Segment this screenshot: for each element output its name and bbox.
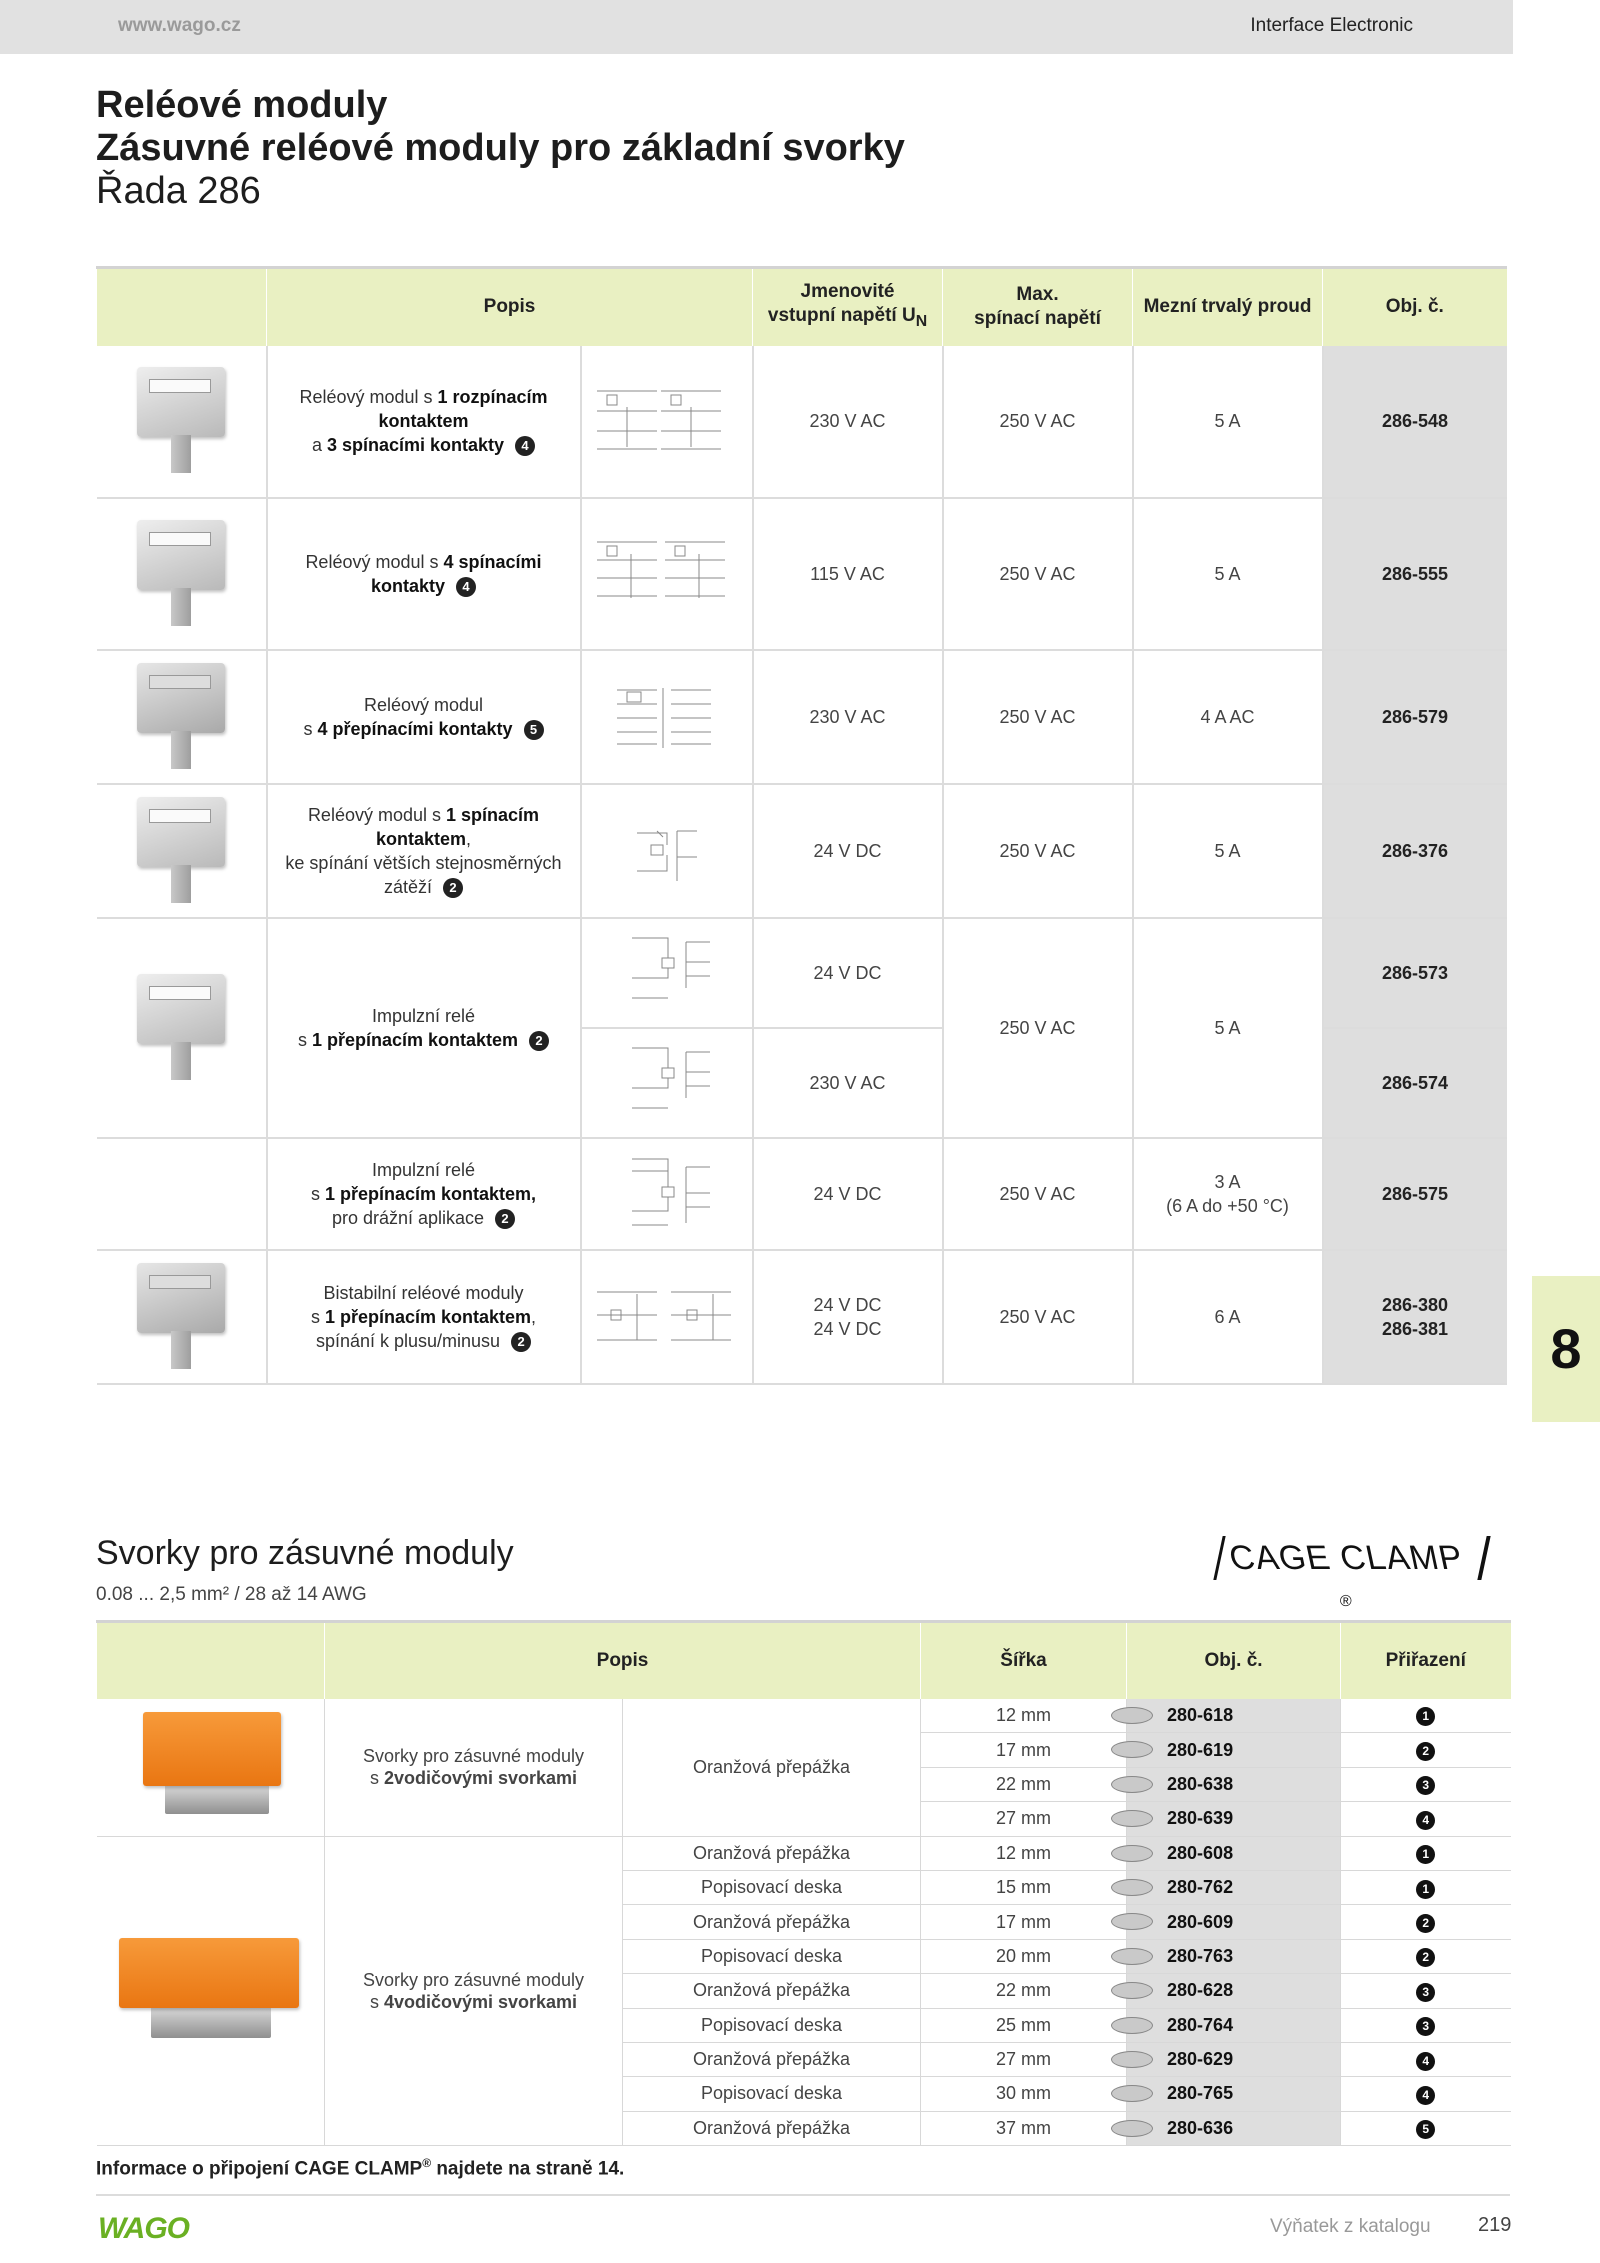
current-cell: 6 A bbox=[1133, 1250, 1323, 1384]
cage-clamp-logo-text: CAGE CLAMP bbox=[1225, 1539, 1467, 1577]
note-badge: 2 bbox=[443, 878, 463, 898]
relay-module-image bbox=[135, 974, 227, 1082]
header-switching-l1: Max. bbox=[1016, 284, 1059, 306]
assign-badge: 2 bbox=[1416, 1742, 1435, 1761]
footnote bbox=[96, 2156, 624, 2180]
clamp-type: Popisovací deska bbox=[623, 2077, 921, 2111]
clamp-width: 22 mm bbox=[921, 1974, 1127, 2008]
voltage-line-1: 24 V DC bbox=[813, 1294, 882, 1315]
assign-badge: 1 bbox=[1416, 1845, 1435, 1864]
header-switching-l2: spínací napětí bbox=[974, 308, 1101, 330]
scheme-cell bbox=[581, 650, 753, 784]
relay-desc bbox=[267, 784, 581, 918]
header-image-cell bbox=[97, 1622, 325, 1699]
assign-badge: 2 bbox=[1416, 1948, 1435, 1967]
current-cell: 5 A bbox=[1133, 784, 1323, 918]
switching-cell: 250 V AC bbox=[943, 498, 1133, 650]
clamp-order-text[interactable]: 280-628 bbox=[1167, 1980, 1234, 2001]
circuit-diagram-icon bbox=[587, 381, 747, 461]
order-select-radio[interactable] bbox=[1111, 1982, 1153, 1999]
switching-cell: 250 V AC bbox=[943, 650, 1133, 784]
relay-desc bbox=[267, 346, 581, 498]
cage-clamp-logo bbox=[1213, 1536, 1490, 1610]
scheme-cell bbox=[581, 346, 753, 498]
scheme-cell bbox=[581, 1250, 753, 1384]
relay-row bbox=[97, 498, 1507, 650]
clamp-order-text[interactable]: 280-608 bbox=[1167, 1842, 1234, 1863]
current-cell: 5 A bbox=[1133, 346, 1323, 498]
clamp-group-desc bbox=[325, 1699, 623, 1837]
clamp-assign bbox=[1341, 2008, 1511, 2042]
order-number[interactable] bbox=[1323, 1250, 1507, 1384]
product-image-cell bbox=[97, 650, 267, 784]
clamp-width: 37 mm bbox=[921, 2111, 1127, 2145]
voltage-cell: 230 V AC bbox=[753, 650, 943, 784]
clamp-row bbox=[97, 1699, 1511, 1733]
relay-module-image bbox=[135, 367, 227, 475]
clamp-order-number[interactable] bbox=[1127, 1870, 1341, 1904]
assign-badge: 4 bbox=[1416, 1811, 1435, 1830]
header-order: Obj. č. bbox=[1127, 1622, 1341, 1699]
circuit-diagram-icon bbox=[602, 1149, 732, 1239]
current-cell bbox=[1133, 1138, 1323, 1250]
switching-cell: 250 V AC bbox=[943, 784, 1133, 918]
clamp-order-number[interactable] bbox=[1127, 2042, 1341, 2076]
relay-table-header bbox=[97, 268, 1507, 346]
current-line-1: 3 A bbox=[1214, 1171, 1241, 1192]
voltage-line-2: 24 V DC bbox=[813, 1318, 882, 1339]
order-number[interactable]: 286-575 bbox=[1323, 1138, 1507, 1250]
switching-cell: 250 V AC bbox=[943, 1138, 1133, 1250]
relay-desc-text: Bistabilní reléové moduly s 1 přepínacím kontaktem, spínání k plusu/minusu bbox=[310, 1282, 537, 1351]
clamp-order-text[interactable]: 280-639 bbox=[1167, 1808, 1234, 1829]
relay-desc-text: Impulzní relé s 1 přepínacím kontaktem, pro drážní aplikace bbox=[310, 1159, 537, 1228]
note-badge: 2 bbox=[511, 1332, 531, 1352]
relay-table bbox=[96, 266, 1507, 1385]
clamp-assign bbox=[1341, 2111, 1511, 2145]
header-switching bbox=[943, 268, 1133, 346]
clamp-type: Popisovací deska bbox=[623, 2008, 921, 2042]
clamp-width: 12 mm bbox=[921, 1699, 1127, 1733]
product-image-cell bbox=[97, 918, 267, 1138]
relay-desc-text: Reléový modul s 1 rozpínacím kontaktem a 3 spínacími kontakty bbox=[299, 387, 548, 455]
footnote-mark: ® bbox=[422, 2156, 432, 2170]
order-line-1[interactable]: 286-380 bbox=[1381, 1294, 1449, 1315]
product-image-cell bbox=[97, 498, 267, 650]
relay-desc bbox=[267, 1138, 581, 1250]
clamp-width: 12 mm bbox=[921, 1836, 1127, 1870]
clamp-order-number[interactable] bbox=[1127, 2077, 1341, 2111]
header-voltage-l2: vstupní napětí U bbox=[767, 305, 916, 327]
header-assign: Přiřazení bbox=[1341, 1622, 1511, 1699]
note-badge: 2 bbox=[529, 1031, 549, 1051]
clamp-width: 20 mm bbox=[921, 1939, 1127, 1973]
current-cell: 4 A AC bbox=[1133, 650, 1323, 784]
clamp-order-text[interactable]: 280-629 bbox=[1167, 2049, 1234, 2070]
scheme-cell bbox=[581, 498, 753, 650]
clamp-order-text[interactable]: 280-762 bbox=[1167, 1877, 1234, 1898]
clamp-order-number[interactable] bbox=[1127, 1836, 1341, 1870]
clamp-order-number[interactable] bbox=[1127, 1939, 1341, 1973]
clamp-width: 27 mm bbox=[921, 2042, 1127, 2076]
clamp-type: Oranžová přepážka bbox=[623, 2111, 921, 2145]
order-select-radio[interactable] bbox=[1111, 1879, 1153, 1896]
clamp-assign bbox=[1341, 1939, 1511, 1973]
assign-badge: 4 bbox=[1416, 2086, 1435, 2105]
relay-module-image bbox=[135, 1263, 227, 1371]
header-order: Obj. č. bbox=[1323, 268, 1507, 346]
switching-cell: 250 V AC bbox=[943, 918, 1133, 1138]
note-badge: 4 bbox=[515, 436, 535, 456]
voltage-cell: 24 V DC bbox=[753, 1138, 943, 1250]
footnote-prefix: Informace o připojení CAGE CLAMP bbox=[96, 2158, 423, 2180]
scheme-cell bbox=[581, 1138, 753, 1250]
voltage-cell: 24 V DC bbox=[753, 918, 943, 1028]
clamp-assign bbox=[1341, 2077, 1511, 2111]
catalog-label: Výňatek z katalogu bbox=[1270, 2216, 1431, 2237]
clamp-assign bbox=[1341, 1974, 1511, 2008]
switching-cell: 250 V AC bbox=[943, 1250, 1133, 1384]
product-image-cell bbox=[97, 1250, 267, 1384]
header-voltage-l1: Jmenovité bbox=[800, 281, 895, 303]
product-image-cell bbox=[97, 784, 267, 918]
clamp-order-text[interactable]: 280-764 bbox=[1167, 2014, 1234, 2035]
current-cell: 5 A bbox=[1133, 498, 1323, 650]
relay-desc-text: Reléový modul s 4 spínacími kontakty bbox=[305, 551, 542, 596]
order-number[interactable]: 286-376 bbox=[1323, 784, 1507, 918]
scheme-cell bbox=[581, 1028, 753, 1138]
relay-row bbox=[97, 918, 1507, 1028]
clamp-order-number[interactable] bbox=[1127, 1699, 1341, 1733]
order-select-radio[interactable] bbox=[1111, 2120, 1153, 2137]
title-line-3: Řada 286 bbox=[96, 170, 261, 212]
chapter-tab[interactable]: 8 bbox=[1532, 1276, 1600, 1422]
clamp-assign bbox=[1341, 1767, 1511, 1801]
clamp-width: 17 mm bbox=[921, 1733, 1127, 1767]
clamp-assign bbox=[1341, 1905, 1511, 1939]
footnote-suffix: najdete na straně 14. bbox=[431, 2158, 625, 2180]
clamp-order-text[interactable]: 280-765 bbox=[1167, 2083, 1234, 2104]
terminal-block-image bbox=[135, 1710, 285, 1820]
voltage-cell bbox=[753, 1250, 943, 1384]
relay-row bbox=[97, 1138, 1507, 1250]
clamp-group-bold: 2vodičovými svorkami bbox=[383, 1768, 578, 1789]
clamp-type: Oranžová přepážka bbox=[623, 1836, 921, 1870]
order-line-2[interactable]: 286-381 bbox=[1381, 1318, 1449, 1339]
voltage-cell: 24 V DC bbox=[753, 784, 943, 918]
header-image-cell bbox=[97, 268, 267, 346]
assign-badge: 3 bbox=[1416, 1776, 1435, 1795]
clamp-order-text[interactable]: 280-638 bbox=[1167, 1773, 1234, 1794]
clamp-width: 30 mm bbox=[921, 2077, 1127, 2111]
clamp-order-number[interactable] bbox=[1127, 1974, 1341, 2008]
assign-badge: 3 bbox=[1416, 1983, 1435, 2002]
clamp-order-number[interactable] bbox=[1127, 1905, 1341, 1939]
clamp-group-bold: 4vodičovými svorkami bbox=[383, 1991, 578, 2012]
clamp-assign bbox=[1341, 2042, 1511, 2076]
header-desc: Popis bbox=[325, 1622, 921, 1699]
wago-logo[interactable] bbox=[96, 2212, 204, 2242]
relay-row bbox=[97, 346, 1507, 498]
relay-row bbox=[97, 650, 1507, 784]
page-number: 219 bbox=[1478, 2214, 1512, 2236]
relay-desc bbox=[267, 918, 581, 1138]
order-select-radio[interactable] bbox=[1111, 1845, 1153, 1862]
clamp-type: Oranžová přepážka bbox=[623, 1974, 921, 2008]
clamp-assign bbox=[1341, 1870, 1511, 1904]
header-desc: Popis bbox=[267, 268, 753, 346]
terminal-block-image bbox=[115, 1928, 305, 2048]
site-url[interactable]: www.wago.cz bbox=[118, 15, 241, 36]
relay-desc bbox=[267, 1250, 581, 1384]
header-current: Mezní trvalý proud bbox=[1133, 268, 1323, 346]
clamp-order-number[interactable] bbox=[1127, 1802, 1341, 1836]
relay-desc bbox=[267, 650, 581, 784]
product-image-cell bbox=[97, 346, 267, 498]
product-image-cell bbox=[97, 1138, 267, 1250]
clamp-order-text[interactable]: 280-636 bbox=[1167, 2117, 1234, 2138]
note-badge: 5 bbox=[524, 720, 544, 740]
relay-desc-text: Reléový modul s 4 přepínacími kontakty bbox=[303, 694, 513, 739]
note-badge: 4 bbox=[456, 577, 476, 597]
assign-badge: 5 bbox=[1416, 2120, 1435, 2139]
circuit-diagram-icon bbox=[607, 682, 727, 752]
circuit-diagram-icon bbox=[602, 928, 732, 1018]
order-select-radio[interactable] bbox=[1111, 2051, 1153, 2068]
note-badge: 2 bbox=[495, 1209, 515, 1229]
clamp-width: 25 mm bbox=[921, 2008, 1127, 2042]
clamp-group-line-1: Svorky pro zásuvné moduly bbox=[362, 1746, 585, 1767]
page-title bbox=[96, 84, 905, 213]
order-select-radio[interactable] bbox=[1111, 1707, 1153, 1724]
circuit-diagram-icon bbox=[587, 534, 747, 614]
clamp-type: Popisovací deska bbox=[623, 1939, 921, 1973]
current-cell: 5 A bbox=[1133, 918, 1323, 1138]
clamp-group-prefix: s bbox=[369, 1991, 384, 2012]
assign-badge: 3 bbox=[1416, 2017, 1435, 2036]
clamp-width: 15 mm bbox=[921, 1870, 1127, 1904]
product-image-cell bbox=[97, 1836, 325, 2146]
clamp-order-number[interactable] bbox=[1127, 2008, 1341, 2042]
relay-module-image bbox=[135, 797, 227, 905]
order-number[interactable]: 286-573 bbox=[1323, 918, 1507, 1028]
voltage-cell: 115 V AC bbox=[753, 498, 943, 650]
order-select-radio[interactable] bbox=[1111, 1776, 1153, 1793]
clamp-width: 27 mm bbox=[921, 1802, 1127, 1836]
footer-divider bbox=[96, 2194, 1510, 2196]
relay-module-image bbox=[135, 663, 227, 771]
clamp-order-text[interactable]: 280-619 bbox=[1167, 1739, 1234, 1760]
voltage-cell: 230 V AC bbox=[753, 1028, 943, 1138]
product-image-cell bbox=[97, 1699, 325, 1837]
section-range: 0.08 ... 2,5 mm² / 28 až 14 AWG bbox=[96, 1584, 367, 1605]
clamp-order-number[interactable] bbox=[1127, 1767, 1341, 1801]
clamp-assign bbox=[1341, 1733, 1511, 1767]
switching-cell: 250 V AC bbox=[943, 346, 1133, 498]
assign-badge: 1 bbox=[1416, 1707, 1435, 1726]
clamp-order-number[interactable] bbox=[1127, 1733, 1341, 1767]
order-number[interactable]: 286-548 bbox=[1323, 346, 1507, 498]
order-number[interactable]: 286-574 bbox=[1323, 1028, 1507, 1138]
clamp-type: Oranžová přepážka bbox=[623, 1905, 921, 1939]
relay-desc-text: Impulzní relé s 1 přepínacím kontaktem bbox=[297, 1005, 519, 1050]
clamp-width: 22 mm bbox=[921, 1767, 1127, 1801]
circuit-diagram-icon bbox=[602, 1038, 732, 1128]
clamp-assign bbox=[1341, 1802, 1511, 1836]
clamp-table-header bbox=[97, 1622, 1511, 1699]
clamp-order-text[interactable]: 280-618 bbox=[1167, 1704, 1234, 1725]
clamp-order-number[interactable] bbox=[1127, 2111, 1341, 2145]
wago-logo-text: WAGO bbox=[98, 2212, 189, 2242]
scheme-cell bbox=[581, 784, 753, 918]
circuit-diagram-icon bbox=[587, 1282, 747, 1352]
relay-row bbox=[97, 1250, 1507, 1384]
header-voltage bbox=[753, 268, 943, 346]
clamp-table bbox=[96, 1620, 1511, 2146]
section-title: Svorky pro zásuvné moduly bbox=[96, 1534, 514, 1572]
clamp-assign bbox=[1341, 1699, 1511, 1733]
assign-badge: 2 bbox=[1416, 1914, 1435, 1933]
assign-badge: 4 bbox=[1416, 2052, 1435, 2071]
top-bar bbox=[0, 0, 1513, 54]
clamp-width: 17 mm bbox=[921, 1905, 1127, 1939]
relay-row bbox=[97, 784, 1507, 918]
current-line-2: (6 A do +50 °C) bbox=[1166, 1195, 1289, 1216]
relay-module-image bbox=[135, 520, 227, 628]
clamp-order-text[interactable]: 280-763 bbox=[1167, 1945, 1234, 1966]
circuit-diagram-icon bbox=[607, 811, 727, 891]
order-select-radio[interactable] bbox=[1111, 2017, 1153, 2034]
header-voltage-sub: N bbox=[915, 313, 928, 331]
relay-desc bbox=[267, 498, 581, 650]
clamp-row bbox=[97, 1836, 1511, 1870]
section-name: Interface Electronic bbox=[1250, 15, 1413, 36]
registered-mark: ® bbox=[1339, 1593, 1353, 1610]
clamp-type: Popisovací deska bbox=[623, 1870, 921, 1904]
clamp-type: Oranžová přepážka bbox=[623, 1699, 921, 1837]
clamp-group-prefix: s bbox=[369, 1768, 384, 1789]
order-number[interactable]: 286-555 bbox=[1323, 498, 1507, 650]
title-line-2: Zásuvné reléové moduly pro základní svorky bbox=[96, 127, 905, 169]
scheme-cell bbox=[581, 918, 753, 1028]
assign-badge: 1 bbox=[1416, 1880, 1435, 1899]
header-width: Šířka bbox=[921, 1622, 1127, 1699]
order-select-radio[interactable] bbox=[1111, 1948, 1153, 1965]
clamp-group-desc bbox=[325, 1836, 623, 2146]
clamp-type: Oranžová přepážka bbox=[623, 2042, 921, 2076]
order-number[interactable]: 286-579 bbox=[1323, 650, 1507, 784]
relay-desc-text: Reléový modul s 1 spínacím kontaktem, ke spínání větších stejnosměrných zátěží bbox=[285, 804, 562, 897]
clamp-order-text[interactable]: 280-609 bbox=[1167, 1911, 1234, 1932]
clamp-group-line-1: Svorky pro zásuvné moduly bbox=[362, 1969, 585, 1990]
title-line-1: Reléové moduly bbox=[96, 84, 388, 126]
clamp-assign bbox=[1341, 1836, 1511, 1870]
voltage-cell: 230 V AC bbox=[753, 346, 943, 498]
